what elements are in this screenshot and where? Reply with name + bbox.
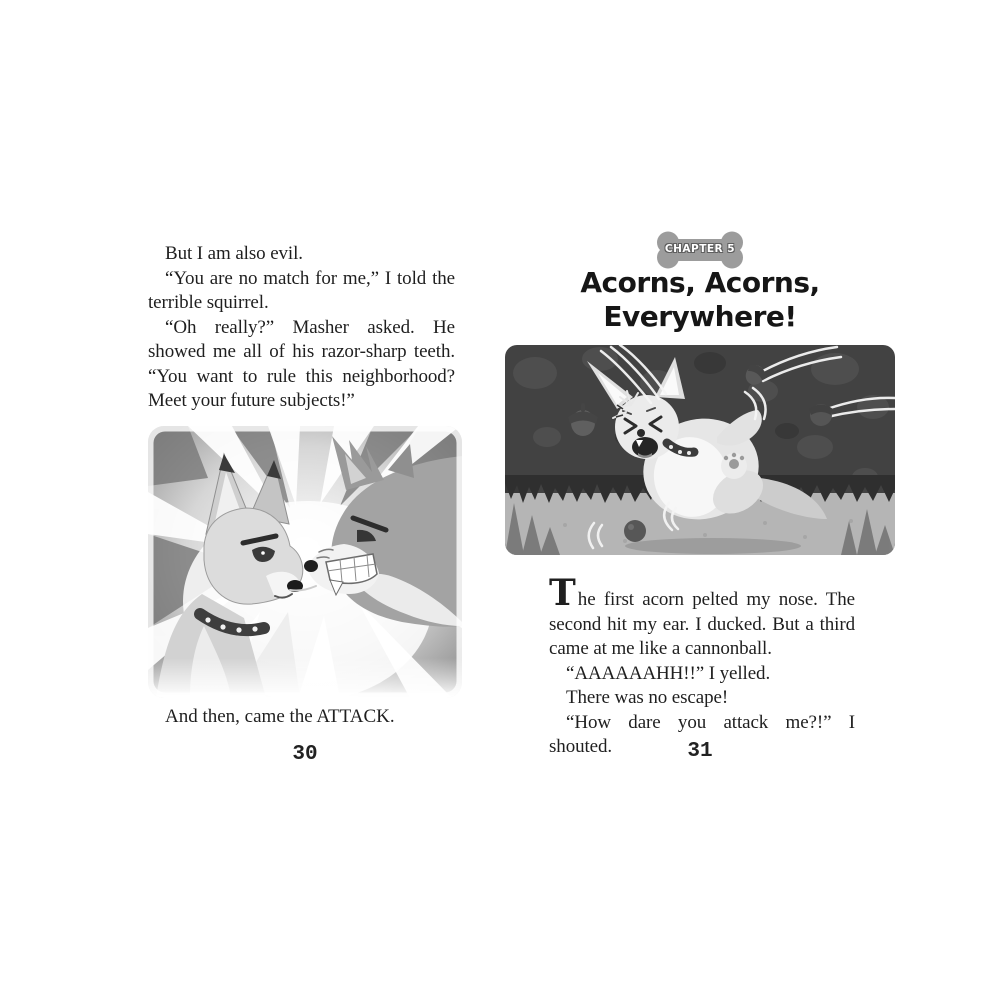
paragraph: But I am also evil. — [165, 243, 303, 264]
acorn — [624, 520, 646, 542]
right-page — [505, 226, 895, 786]
chapter-title — [505, 266, 895, 334]
left-page — [148, 242, 462, 787]
paragraph: “You are no match for me,” I told the terrible squirrel. — [148, 267, 455, 313]
paragraph-rest: he first acorn pelted my nose. The second hit my ear. I ducked. But a third came at me like a cannonball. — [549, 589, 855, 659]
paragraph: “Oh really?” Masher asked. He showed me all of his razor-sharp teeth. “You want to rule this neighborhood? Meet your future subjects!” — [148, 316, 455, 411]
chapter-badge — [655, 231, 745, 269]
page-number-left: 30 — [292, 743, 318, 766]
acorn-attack-illustration — [505, 345, 895, 555]
faceoff-illustration — [148, 426, 462, 698]
chapter-title-line2: Everywhere! — [603, 300, 797, 333]
left-page-caption — [148, 706, 458, 728]
paragraph: There was no escape! — [566, 687, 729, 708]
caption-text: And then, came the ATTACK. — [165, 706, 395, 727]
drop-cap: T — [549, 572, 576, 614]
left-page-body-text — [148, 242, 455, 414]
right-page-body-text — [549, 572, 855, 760]
acorn-attack-illustration-art — [505, 345, 895, 555]
page-number-right: 31 — [687, 740, 713, 763]
paragraph: “How dare you attack me?!” I shouted. — [549, 711, 855, 757]
paragraph — [549, 572, 855, 662]
chapter-label: CHAPTER 5 — [664, 243, 736, 255]
paragraph: “AAAAAAHH!!” I yelled. — [566, 662, 771, 684]
chapter-title-line1: Acorns, Acorns, — [580, 266, 820, 299]
faceoff-illustration-art — [148, 426, 462, 698]
